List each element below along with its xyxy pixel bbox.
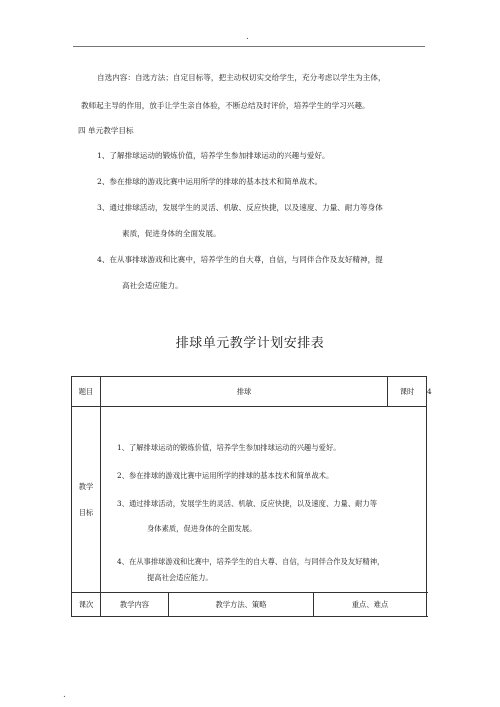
- section-heading: 四 单元教学目标: [78, 126, 134, 135]
- goals-label-line-2: 目标: [78, 507, 94, 517]
- goal-line-1: 1、了解排球运动的锻炼价值，培养学生参加排球运动的兴趣与爱好。: [117, 443, 341, 452]
- header-rule: [73, 46, 425, 47]
- plan-table: [71, 376, 432, 617]
- col-method: 教学方法、策略: [169, 593, 314, 617]
- col-key: 重点、难点: [314, 593, 427, 617]
- goals-label: [72, 407, 101, 593]
- objective-2: 2、参在排球的游戏比赛中运用所学的排球的基本技术和简单战术。: [97, 177, 323, 186]
- goal-line-6: 提高社会适应能力。: [147, 573, 213, 582]
- subject-label: 题目: [72, 377, 101, 407]
- footer-mark: .: [63, 690, 66, 700]
- subject-value-text: 排球: [236, 386, 252, 396]
- table-title: 排球单元教学计划安排表: [175, 336, 325, 351]
- objective-4: 4、在从事排球游戏和比赛中，培养学生的自大尊，自信，与同伴合作及友好精神，提: [97, 255, 383, 264]
- col-lesson: 课次: [72, 593, 101, 617]
- lesson-header-row: [72, 593, 427, 617]
- objective-4-cont: 高社会适应能力。: [122, 281, 183, 290]
- goal-line-2: 2、参在排球的游戏比赛中运用所学的排球的基本技术和简单战术。: [117, 471, 334, 480]
- goal-line-3: 3、通过排球活动，发展学生的灵活、机敏、反应快捷，以及速度、力量、耐力等: [117, 499, 378, 508]
- goals-content: [101, 407, 427, 593]
- header-mark: .: [246, 32, 249, 42]
- objective-1: 1、了解排球运动的锻炼价值，培养学生参加排球运动的兴趣与爱好。: [97, 151, 330, 160]
- intro-line-2: 教师起主导的作用，放手让学生亲自体验，不断总结及时评价，培养学生的学习兴趣。: [81, 101, 370, 110]
- objective-3: 3、通过排球活动，发展学生的灵活、机敏、反应快捷，以及速度、力量、耐力等身体: [97, 203, 383, 212]
- goal-line-5: 4、在从事排球游戏和比赛中，培养学生的自大尊、自信，与同伴合作及友好精神，: [117, 557, 385, 566]
- col-content: 教学内容: [101, 593, 169, 617]
- objective-3-cont: 素质，促进身体的全面发展。: [122, 229, 221, 238]
- intro-line-1: 自选内容：自选方法；自定目标等，把主动权切实交给学生，充分考虑以学生为主体，: [97, 73, 386, 82]
- goals-label-line-1: 教学: [78, 481, 94, 491]
- goal-line-4: 身体素质，促进身体的全面发展。: [147, 524, 257, 533]
- subject-row: 题目 排球 课时 4: [72, 377, 427, 407]
- hours-label: 课时: [388, 377, 427, 407]
- subject-value: [101, 377, 388, 407]
- goals-row: [72, 407, 427, 593]
